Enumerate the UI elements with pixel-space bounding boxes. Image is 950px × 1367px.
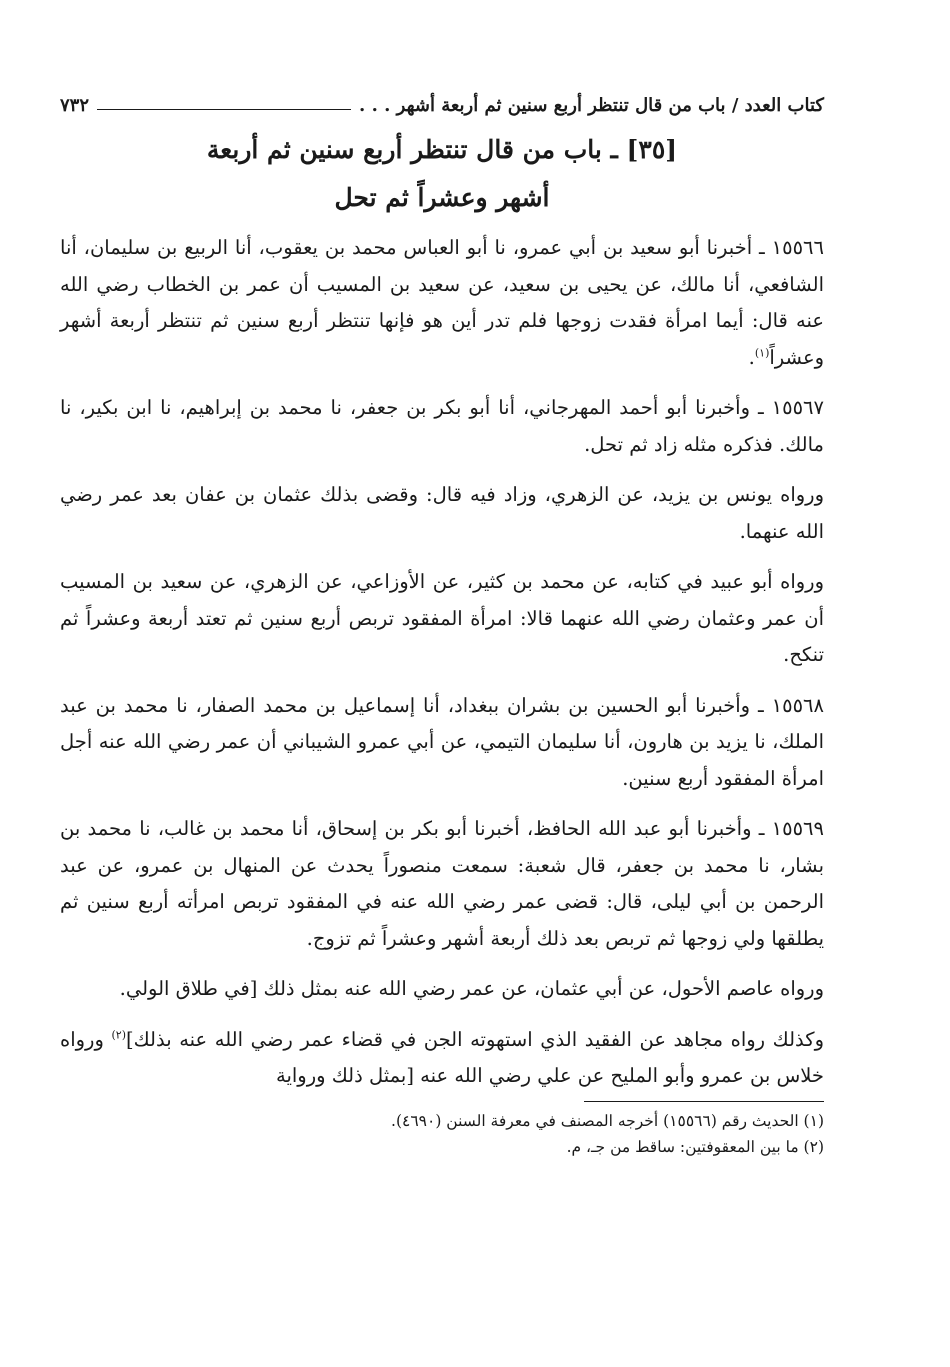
running-head-title: كتاب العدد / باب من قال تنتظر أربع سنين ثم أربعة أشهر . . . (359, 95, 824, 116)
paragraph-text: ـ أخبرنا أبو سعيد بن أبي عمرو، نا أبو العباس محمد بن يعقوب، أنا الربيع بن سليمان، أنا الشافعي، أنا مالك، عن يحيى بن سعيد، عن سعيد بن المسيب أن عمر بن الخطاب رضي الله عنه قال: أيما امرأة فقدت زوجها فلم تدر أين هو فإنها تنتظر أربع سنين ثم تنتظر أربعة أشهر وعشراً (60, 236, 824, 369)
page-number: ٧٣٢ (60, 95, 90, 116)
paragraph-text: ورواه أبو عبيد في كتابه، عن محمد بن كثير، عن الأوزاعي، عن الزهري، عن سعيد بن المسيب أن عمر وعثمان رضي الله عنهما قالا: امرأة المفقود تربص أربع سنين ثم تعتد أربعة وعشراً ثم تنكح. (60, 570, 824, 666)
paragraph (60, 390, 824, 463)
paragraph-text: ـ وأخبرنا أبو عبد الله الحافظ، أخبرنا أبو بكر بن إسحاق، أنا محمد بن غالب، نا محمد بن بشار، نا محمد بن جعفر، قال شعبة: سمعت منصوراً يحدث عن المنهال بن عمرو، عن عبد الرحمن بن أبي ليلى، قال: قضى عمر رضي الله عنه في المفقود تربص امرأته أربع سنين ثم يطلقها ولي زوجها ثم تربص بعد ذلك أربعة أشهر وعشراً ثم تزوج. (60, 817, 824, 950)
paragraph-text: ورواه يونس بن يزيد، عن الزهري، وزاد فيه قال: وقضى بذلك عثمان بن عفان بعد عمر رضي الله عنهما. (60, 483, 824, 543)
paragraph-text: وكذلك رواه مجاهد عن الفقيد الذي استهوته الجن في قضاء عمر رضي الله عنه بذلك] (125, 1027, 824, 1051)
paragraph-text: ورواه عاصم الأحول، عن أبي عثمان، عن عمر رضي الله عنه بمثل ذلك [في طلاق الولي. (119, 977, 824, 1000)
paragraph (60, 811, 824, 957)
body-text (60, 230, 824, 1095)
footnote-ref: (١) (754, 346, 770, 359)
paragraph (60, 477, 824, 550)
paragraph-text: ـ وأخبرنا أبو أحمد المهرجاني، أنا أبو بكر بن جعفر، نا محمد بن إبراهيم، نا ابن بكير، نا مالك. فذكره مثله زاد ثم تحل. (60, 396, 824, 456)
paragraph (60, 971, 824, 1008)
paragraph-tail: ورواه خلاس بن عمرو وأبو المليح عن علي رضي الله عنه [بمثل ذلك ورواية (60, 1027, 824, 1087)
hadith-number: ١٥٥٦٨ (771, 693, 824, 717)
hadith-number: ١٥٥٦٦ (771, 236, 825, 259)
running-head (60, 82, 824, 116)
paragraph (60, 1022, 824, 1095)
running-head-rule (97, 109, 351, 110)
chapter-title-line-2: أشهر وعشراً ثم تحل (334, 183, 550, 212)
paragraph-text: ـ وأخبرنا أبو الحسين بن بشران ببغداد، أنا إسماعيل بن محمد الصفار، نا محمد بن عبد الملك، نا يزيد بن هارون، أنا سليمان التيمي، عن أبي عمرو الشيباني أن عمر رضي الله عنه أجل امرأة المفقود أربع سنين. (60, 693, 824, 790)
paragraph (60, 564, 824, 674)
footnote-1: (١) الحديث رقم (١٥٥٦٦) أخرجه المصنف في معرفة السنن (٤٦٩٠). (391, 1111, 824, 1130)
book-page (60, 82, 824, 1160)
footnote-separator (584, 1101, 824, 1102)
paragraph (60, 230, 824, 376)
hadith-number: ١٥٥٦٩ (771, 817, 825, 840)
hadith-number: ١٥٥٦٧ (771, 396, 825, 419)
footnote-2: (٢) ما بين المعقوفتين: ساقط من جـ، م. (566, 1137, 824, 1156)
paragraph (60, 688, 824, 798)
footnote-ref: (٢) (111, 1028, 126, 1041)
paragraph-tail: . (748, 345, 755, 369)
chapter-title (60, 126, 824, 222)
chapter-title-line-1: [٣٥] ـ باب من قال تنتظر أربع سنين ثم أربعة (206, 135, 678, 164)
